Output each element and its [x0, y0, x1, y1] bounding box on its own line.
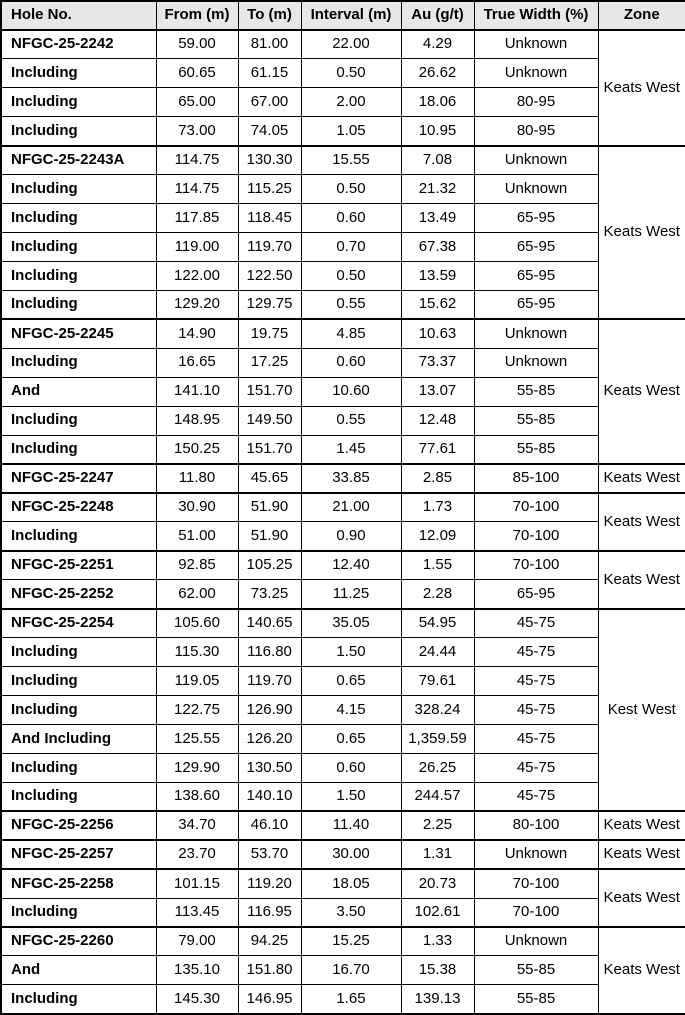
au-cell: 2.28	[401, 580, 474, 609]
from-cell: 60.65	[156, 59, 238, 88]
hole-cell: Including	[1, 290, 156, 319]
au-cell: 54.95	[401, 609, 474, 638]
au-cell: 13.07	[401, 377, 474, 406]
au-cell: 328.24	[401, 696, 474, 725]
hole-cell: Including	[1, 753, 156, 782]
zone-cell: Keats West	[598, 811, 685, 840]
from-cell: 14.90	[156, 319, 238, 348]
column-header-au: Au (g/t)	[401, 1, 474, 30]
to-cell: 146.95	[238, 985, 301, 1014]
true-width-cell: 65-95	[474, 233, 598, 262]
hole-cell: Including	[1, 261, 156, 290]
from-cell: 16.65	[156, 348, 238, 377]
au-cell: 139.13	[401, 985, 474, 1014]
column-header-from: From (m)	[156, 1, 238, 30]
hole-cell: NFGC-25-2242	[1, 30, 156, 59]
true-width-cell: Unknown	[474, 927, 598, 956]
table-row	[1, 261, 685, 290]
au-cell: 1,359.59	[401, 724, 474, 753]
table-row	[1, 522, 685, 551]
to-cell: 129.75	[238, 290, 301, 319]
from-cell: 105.60	[156, 609, 238, 638]
au-cell: 79.61	[401, 667, 474, 696]
interval-cell: 2.00	[301, 88, 401, 117]
au-cell: 1.73	[401, 493, 474, 522]
interval-cell: 30.00	[301, 840, 401, 869]
au-cell: 10.63	[401, 319, 474, 348]
table-row	[1, 985, 685, 1014]
true-width-cell: 55-85	[474, 435, 598, 464]
interval-cell: 0.60	[301, 348, 401, 377]
interval-cell: 0.50	[301, 175, 401, 204]
table-row	[1, 377, 685, 406]
table-row	[1, 927, 685, 956]
to-cell: 116.95	[238, 898, 301, 927]
true-width-cell: Unknown	[474, 30, 598, 59]
table-row	[1, 898, 685, 927]
au-cell: 18.06	[401, 88, 474, 117]
to-cell: 53.70	[238, 840, 301, 869]
from-cell: 141.10	[156, 377, 238, 406]
interval-cell: 1.50	[301, 638, 401, 667]
hole-cell: Including	[1, 59, 156, 88]
from-cell: 119.05	[156, 667, 238, 696]
to-cell: 151.70	[238, 435, 301, 464]
interval-cell: 18.05	[301, 869, 401, 898]
table-row	[1, 667, 685, 696]
table-row	[1, 146, 685, 175]
hole-cell: NFGC-25-2254	[1, 609, 156, 638]
from-cell: 79.00	[156, 927, 238, 956]
au-cell: 20.73	[401, 869, 474, 898]
to-cell: 67.00	[238, 88, 301, 117]
table-row	[1, 956, 685, 985]
to-cell: 119.70	[238, 233, 301, 262]
from-cell: 101.15	[156, 869, 238, 898]
true-width-cell: 70-100	[474, 898, 598, 927]
interval-cell: 1.45	[301, 435, 401, 464]
table-row	[1, 319, 685, 348]
from-cell: 115.30	[156, 638, 238, 667]
table-row	[1, 30, 685, 59]
interval-cell: 22.00	[301, 30, 401, 59]
to-cell: 140.65	[238, 609, 301, 638]
table-row	[1, 840, 685, 869]
from-cell: 125.55	[156, 724, 238, 753]
au-cell: 13.59	[401, 261, 474, 290]
true-width-cell: 55-85	[474, 377, 598, 406]
hole-cell: NFGC-25-2258	[1, 869, 156, 898]
hole-cell: Including	[1, 348, 156, 377]
interval-cell: 0.60	[301, 753, 401, 782]
au-cell: 102.61	[401, 898, 474, 927]
hole-cell: And	[1, 956, 156, 985]
interval-cell: 35.05	[301, 609, 401, 638]
true-width-cell: 45-75	[474, 638, 598, 667]
zone-cell: Keats West	[598, 464, 685, 493]
au-cell: 21.32	[401, 175, 474, 204]
from-cell: 129.90	[156, 753, 238, 782]
true-width-cell: Unknown	[474, 840, 598, 869]
interval-cell: 0.90	[301, 522, 401, 551]
table-header	[1, 1, 685, 30]
true-width-cell: 45-75	[474, 609, 598, 638]
to-cell: 61.15	[238, 59, 301, 88]
to-cell: 130.50	[238, 753, 301, 782]
zone-cell: Kest West	[598, 609, 685, 812]
to-cell: 115.25	[238, 175, 301, 204]
hole-cell: NFGC-25-2243A	[1, 146, 156, 175]
to-cell: 94.25	[238, 927, 301, 956]
from-cell: 51.00	[156, 522, 238, 551]
table-row	[1, 175, 685, 204]
au-cell: 24.44	[401, 638, 474, 667]
true-width-cell: Unknown	[474, 59, 598, 88]
to-cell: 73.25	[238, 580, 301, 609]
from-cell: 113.45	[156, 898, 238, 927]
hole-cell: Including	[1, 667, 156, 696]
true-width-cell: 80-95	[474, 117, 598, 146]
from-cell: 30.90	[156, 493, 238, 522]
au-cell: 26.62	[401, 59, 474, 88]
interval-cell: 15.55	[301, 146, 401, 175]
hole-cell: And	[1, 377, 156, 406]
from-cell: 135.10	[156, 956, 238, 985]
from-cell: 148.95	[156, 406, 238, 435]
hole-cell: Including	[1, 985, 156, 1014]
true-width-cell: 55-85	[474, 985, 598, 1014]
true-width-cell: 45-75	[474, 724, 598, 753]
true-width-cell: 80-95	[474, 88, 598, 117]
to-cell: 151.70	[238, 377, 301, 406]
column-header-zone: Zone	[598, 1, 685, 30]
au-cell: 77.61	[401, 435, 474, 464]
zone-cell: Keats West	[598, 30, 685, 146]
hole-cell: Including	[1, 638, 156, 667]
to-cell: 122.50	[238, 261, 301, 290]
to-cell: 51.90	[238, 493, 301, 522]
zone-cell: Keats West	[598, 840, 685, 869]
column-header-to: To (m)	[238, 1, 301, 30]
from-cell: 114.75	[156, 146, 238, 175]
from-cell: 92.85	[156, 551, 238, 580]
table-row	[1, 435, 685, 464]
hole-cell: Including	[1, 782, 156, 811]
true-width-cell: 80-100	[474, 811, 598, 840]
table-row	[1, 551, 685, 580]
table-row	[1, 724, 685, 753]
hole-cell: NFGC-25-2247	[1, 464, 156, 493]
table-row	[1, 406, 685, 435]
from-cell: 150.25	[156, 435, 238, 464]
au-cell: 7.08	[401, 146, 474, 175]
interval-cell: 10.60	[301, 377, 401, 406]
interval-cell: 21.00	[301, 493, 401, 522]
to-cell: 119.20	[238, 869, 301, 898]
hole-cell: Including	[1, 175, 156, 204]
to-cell: 46.10	[238, 811, 301, 840]
true-width-cell: 45-75	[474, 667, 598, 696]
true-width-cell: Unknown	[474, 319, 598, 348]
interval-cell: 1.05	[301, 117, 401, 146]
interval-cell: 0.65	[301, 724, 401, 753]
true-width-cell: 45-75	[474, 782, 598, 811]
from-cell: 138.60	[156, 782, 238, 811]
to-cell: 119.70	[238, 667, 301, 696]
from-cell: 129.20	[156, 290, 238, 319]
from-cell: 23.70	[156, 840, 238, 869]
table-row	[1, 88, 685, 117]
from-cell: 62.00	[156, 580, 238, 609]
to-cell: 74.05	[238, 117, 301, 146]
hole-cell: Including	[1, 898, 156, 927]
to-cell: 130.30	[238, 146, 301, 175]
to-cell: 116.80	[238, 638, 301, 667]
hole-cell: NFGC-25-2260	[1, 927, 156, 956]
au-cell: 15.38	[401, 956, 474, 985]
au-cell: 73.37	[401, 348, 474, 377]
zone-cell: Keats West	[598, 551, 685, 609]
au-cell: 2.25	[401, 811, 474, 840]
interval-cell: 3.50	[301, 898, 401, 927]
table-row	[1, 348, 685, 377]
hole-cell: NFGC-25-2252	[1, 580, 156, 609]
hole-cell: Including	[1, 435, 156, 464]
zone-cell: Keats West	[598, 869, 685, 927]
interval-cell: 16.70	[301, 956, 401, 985]
to-cell: 126.20	[238, 724, 301, 753]
interval-cell: 1.50	[301, 782, 401, 811]
interval-cell: 12.40	[301, 551, 401, 580]
interval-cell: 0.65	[301, 667, 401, 696]
to-cell: 51.90	[238, 522, 301, 551]
interval-cell: 0.50	[301, 59, 401, 88]
table-row	[1, 117, 685, 146]
interval-cell: 11.40	[301, 811, 401, 840]
au-cell: 4.29	[401, 30, 474, 59]
true-width-cell: 45-75	[474, 753, 598, 782]
true-width-cell: Unknown	[474, 146, 598, 175]
au-cell: 26.25	[401, 753, 474, 782]
table-body	[1, 30, 685, 1014]
from-cell: 34.70	[156, 811, 238, 840]
to-cell: 17.25	[238, 348, 301, 377]
hole-cell: NFGC-25-2251	[1, 551, 156, 580]
interval-cell: 4.15	[301, 696, 401, 725]
to-cell: 81.00	[238, 30, 301, 59]
from-cell: 119.00	[156, 233, 238, 262]
to-cell: 151.80	[238, 956, 301, 985]
true-width-cell: 70-100	[474, 869, 598, 898]
from-cell: 73.00	[156, 117, 238, 146]
au-cell: 244.57	[401, 782, 474, 811]
au-cell: 10.95	[401, 117, 474, 146]
true-width-cell: 65-95	[474, 290, 598, 319]
zone-cell: Keats West	[598, 493, 685, 551]
table-row	[1, 638, 685, 667]
from-cell: 145.30	[156, 985, 238, 1014]
interval-cell: 0.55	[301, 406, 401, 435]
zone-cell: Keats West	[598, 927, 685, 1014]
header-row	[1, 1, 685, 30]
au-cell: 15.62	[401, 290, 474, 319]
au-cell: 1.55	[401, 551, 474, 580]
interval-cell: 0.50	[301, 261, 401, 290]
table-row	[1, 59, 685, 88]
table-row	[1, 753, 685, 782]
table-row	[1, 290, 685, 319]
hole-cell: Including	[1, 204, 156, 233]
au-cell: 12.48	[401, 406, 474, 435]
to-cell: 140.10	[238, 782, 301, 811]
true-width-cell: 55-85	[474, 956, 598, 985]
au-cell: 2.85	[401, 464, 474, 493]
hole-cell: Including	[1, 522, 156, 551]
hole-cell: Including	[1, 117, 156, 146]
table-row	[1, 696, 685, 725]
hole-cell: Including	[1, 88, 156, 117]
hole-cell: NFGC-25-2256	[1, 811, 156, 840]
to-cell: 45.65	[238, 464, 301, 493]
table-row	[1, 869, 685, 898]
zone-cell: Keats West	[598, 319, 685, 464]
au-cell: 67.38	[401, 233, 474, 262]
hole-cell: And Including	[1, 724, 156, 753]
true-width-cell: 70-100	[474, 551, 598, 580]
true-width-cell: 85-100	[474, 464, 598, 493]
from-cell: 114.75	[156, 175, 238, 204]
to-cell: 126.90	[238, 696, 301, 725]
au-cell: 13.49	[401, 204, 474, 233]
true-width-cell: Unknown	[474, 348, 598, 377]
column-header-hole-no: Hole No.	[1, 1, 156, 30]
column-header-interval: Interval (m)	[301, 1, 401, 30]
to-cell: 105.25	[238, 551, 301, 580]
interval-cell: 15.25	[301, 927, 401, 956]
table-row	[1, 811, 685, 840]
interval-cell: 11.25	[301, 580, 401, 609]
hole-cell: NFGC-25-2245	[1, 319, 156, 348]
to-cell: 118.45	[238, 204, 301, 233]
true-width-cell: 45-75	[474, 696, 598, 725]
table-row	[1, 580, 685, 609]
true-width-cell: 55-85	[474, 406, 598, 435]
table-row	[1, 493, 685, 522]
table-row	[1, 464, 685, 493]
true-width-cell: Unknown	[474, 175, 598, 204]
from-cell: 59.00	[156, 30, 238, 59]
hole-cell: Including	[1, 406, 156, 435]
hole-cell: Including	[1, 233, 156, 262]
from-cell: 117.85	[156, 204, 238, 233]
table-row	[1, 204, 685, 233]
true-width-cell: 65-95	[474, 261, 598, 290]
interval-cell: 0.70	[301, 233, 401, 262]
interval-cell: 0.60	[301, 204, 401, 233]
true-width-cell: 70-100	[474, 522, 598, 551]
au-cell: 1.31	[401, 840, 474, 869]
interval-cell: 33.85	[301, 464, 401, 493]
hole-cell: NFGC-25-2248	[1, 493, 156, 522]
true-width-cell: 65-95	[474, 580, 598, 609]
from-cell: 122.75	[156, 696, 238, 725]
table-row	[1, 233, 685, 262]
true-width-cell: 65-95	[474, 204, 598, 233]
au-cell: 12.09	[401, 522, 474, 551]
hole-cell: NFGC-25-2257	[1, 840, 156, 869]
au-cell: 1.33	[401, 927, 474, 956]
from-cell: 11.80	[156, 464, 238, 493]
from-cell: 65.00	[156, 88, 238, 117]
true-width-cell: 70-100	[474, 493, 598, 522]
interval-cell: 1.65	[301, 985, 401, 1014]
table-row	[1, 782, 685, 811]
interval-cell: 4.85	[301, 319, 401, 348]
hole-cell: Including	[1, 696, 156, 725]
to-cell: 149.50	[238, 406, 301, 435]
from-cell: 122.00	[156, 261, 238, 290]
to-cell: 19.75	[238, 319, 301, 348]
column-header-true-width: True Width (%)	[474, 1, 598, 30]
zone-cell: Keats West	[598, 146, 685, 320]
table-row	[1, 609, 685, 638]
interval-cell: 0.55	[301, 290, 401, 319]
